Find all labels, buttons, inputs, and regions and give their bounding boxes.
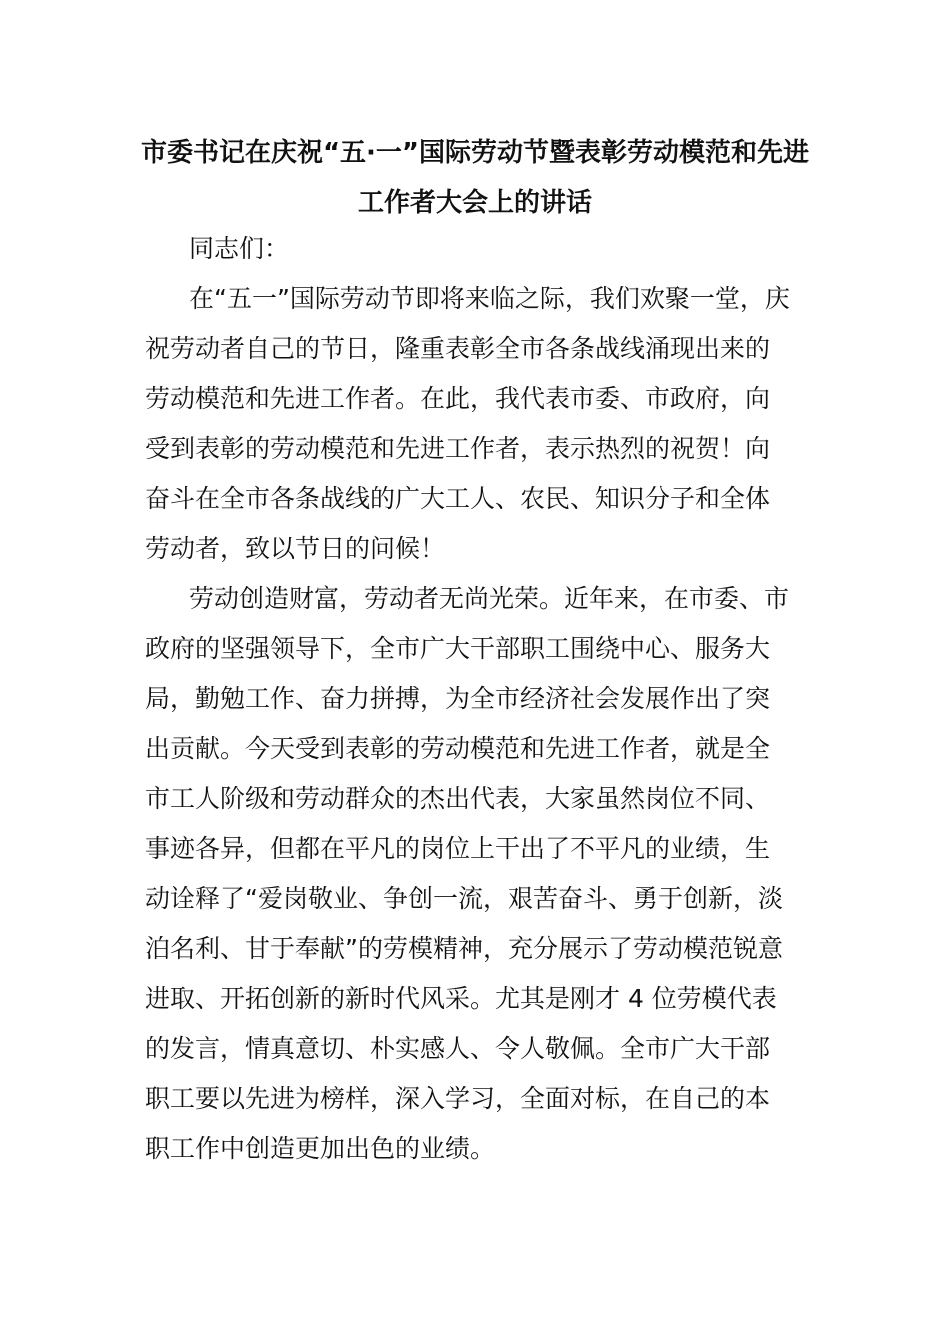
paragraph-1 [145, 274, 810, 574]
paragraph-line: 局，勤勉工作、奋力拼搏，为全市经济社会发展作出了突 [145, 684, 771, 713]
paragraph-line: 受到表彰的劳动模范和先进工作者，表示热烈的祝贺！向 [145, 434, 771, 463]
paragraph-line: 职工作中创造更加出色的业绩。 [145, 1134, 496, 1163]
paragraph-line: 泊名利、甘于奉献”的劳模精神，充分展示了劳动模范锐意 [145, 934, 783, 963]
paragraph-2 [145, 574, 810, 1174]
paragraph-line: 政府的坚强领导下，全市广大干部职工围绕中心、服务大 [145, 634, 771, 663]
paragraph-line: 在“五一”国际劳动节即将来临之际，我们欢聚一堂，庆 [189, 284, 790, 313]
paragraph-line: 出贡献。今天受到表彰的劳动模范和先进工作者，就是全 [145, 734, 771, 763]
paragraph-line: 的发言，情真意切、朴实感人、令人敬佩。全市广大干部 [145, 1034, 771, 1063]
paragraph-line: 职工要以先进为榜样，深入学习，全面对标，在自己的本 [145, 1084, 771, 1113]
document-body [145, 224, 810, 1174]
title-line: 市委书记在庆祝“五·一”国际劳动节暨表彰劳动模范和先进 [140, 138, 810, 168]
paragraph-line: 劳动创造财富，劳动者无尚光荣。近年来，在市委、市 [189, 584, 790, 613]
paragraph-line: 事迹各异，但都在平凡的岗位上干出了不平凡的业绩，生 [145, 834, 771, 863]
paragraph-line: 奋斗在全市各条战线的广大工人、农民、知识分子和全体 [145, 484, 771, 513]
paragraph-line: 劳动者，致以节日的问候！ [145, 534, 446, 563]
document-title [140, 128, 810, 228]
paragraph-line: 动诠释了“爱岗敬业、争创一流，艰苦奋斗、勇于创新，淡 [145, 884, 783, 913]
paragraph-line: 祝劳动者自己的节日，隆重表彰全市各条战线涌现出来的 [145, 334, 771, 363]
salutation: 同志们： [189, 234, 290, 263]
paragraph-line: 市工人阶级和劳动群众的杰出代表，大家虽然岗位不同、 [145, 784, 771, 813]
paragraph-line: 劳动模范和先进工作者。在此，我代表市委、市政府，向 [145, 384, 771, 413]
paragraph-line: 进取、开拓创新的新时代风采。尤其是刚才 4 位劳模代表 [145, 984, 777, 1013]
title-line: 工作者大会上的讲话 [357, 188, 592, 218]
